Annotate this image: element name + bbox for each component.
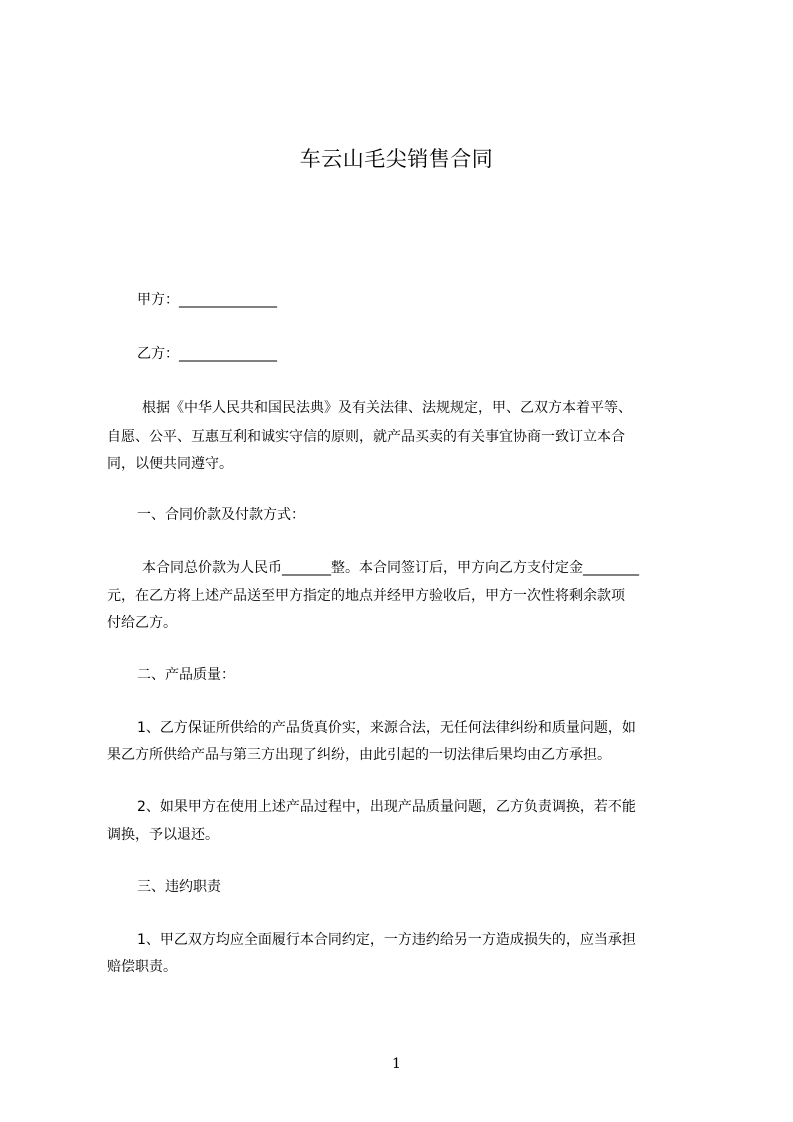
section-2-clause-2-line-1: 2、如果甲方在使用上述产品过程中，出现产品质量问题，乙方负责调换，若不能 xyxy=(137,799,636,815)
preamble-line-3: 同，以便共同遵守。 xyxy=(107,456,233,472)
section-3-clause-1-line-1: 1、甲乙双方均应全面履行本合同约定，一方违约给另一方造成损失的，应当承担 xyxy=(137,932,636,948)
section-3-heading: 三、违约职责 xyxy=(137,879,221,895)
document-title: 车云山毛尖销售合同 xyxy=(299,147,494,171)
party-a-line: 甲方：______________ xyxy=(137,292,277,308)
party-b-line: 乙方：______________ xyxy=(137,346,277,362)
section-2-clause-1-line-2: 果乙方所供给产品与第三方出现了纠纷，由此引起的一切法律后果均由乙方承担。 xyxy=(107,747,611,763)
section-2-clause-2-line-2: 调换，予以退还。 xyxy=(107,827,219,843)
section-2-heading: 二、产品质量： xyxy=(137,667,235,683)
section-3-clause-1-line-2: 赔偿职责。 xyxy=(107,959,177,975)
page-number: 1 xyxy=(392,1056,401,1072)
preamble-line-2: 自愿、公平、互惠互利和诚实守信的原则，就产品买卖的有关事宜协商一致订立本合 xyxy=(107,429,625,445)
section-1-line-2: 元，在乙方将上述产品送至甲方指定的地点并经甲方验收后，甲方一次性将剩余款项 xyxy=(107,588,625,604)
preamble-line-1: 根据《中华人民共和国民法典》及有关法律、法规规定，甲、乙双方本着平等、 xyxy=(142,400,632,416)
section-1-heading: 一、合同价款及付款方式： xyxy=(137,507,305,523)
section-1-line-3: 付给乙方。 xyxy=(107,615,177,631)
section-1-line-1: 本合同总价款为人民币_______整。本合同签订后，甲方向乙方支付定金________ xyxy=(142,560,639,576)
section-2-clause-1-line-1: 1、乙方保证所供给的产品货真价实，来源合法，无任何法律纠纷和质量问题，如 xyxy=(137,720,636,736)
